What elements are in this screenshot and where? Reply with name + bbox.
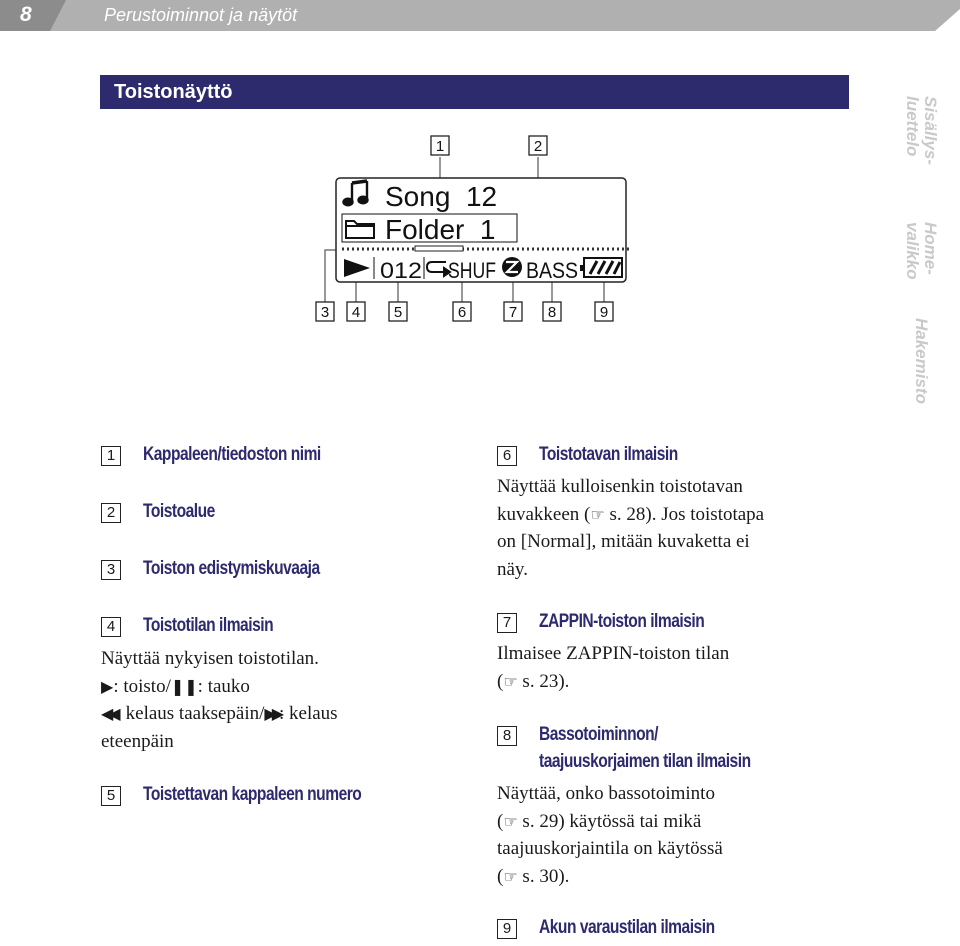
item-number-box: 5 bbox=[101, 786, 121, 806]
description-line: ▶: toisto/❚❚: tauko bbox=[101, 675, 250, 697]
description-line: (☞ s. 29) käytössä tai mikä bbox=[497, 810, 702, 832]
item-title: Kappaleen/tiedoston nimi bbox=[143, 444, 321, 465]
item-title: Toiston edistymiskuvaaja bbox=[143, 558, 320, 579]
item-number-box: 4 bbox=[101, 617, 121, 637]
description-line: Näyttää kulloisenkin toistotavan bbox=[497, 476, 743, 497]
item-description bbox=[497, 780, 723, 890]
callout-label: 1 bbox=[435, 138, 445, 155]
item-description bbox=[497, 473, 764, 583]
callout-label: 2 bbox=[533, 138, 543, 155]
description-line: (☞ s. 23). bbox=[497, 670, 570, 692]
nav-home-menu-link[interactable]: Home- valikko bbox=[903, 222, 940, 280]
callout-label: 5 bbox=[393, 304, 403, 321]
item-description bbox=[497, 640, 729, 695]
item-description bbox=[101, 645, 338, 755]
item-title: Toistotilan ilmaisin bbox=[143, 615, 274, 636]
item-number-box: 2 bbox=[101, 503, 121, 523]
callout-label: 8 bbox=[547, 304, 557, 321]
rewind-icon: ◀◀ bbox=[101, 704, 116, 723]
item-title: Toistettavan kappaleen numero bbox=[143, 784, 362, 805]
item-number-box: 6 bbox=[497, 446, 517, 466]
item-title: Toistoalue bbox=[143, 501, 215, 522]
item-number-box: 7 bbox=[497, 613, 517, 633]
item-title: Toistotavan ilmaisin bbox=[539, 444, 678, 465]
description-line: eteenpäin bbox=[101, 730, 174, 752]
item-number-box: 3 bbox=[101, 560, 121, 580]
description-line: taajuuskorjaintila on käytössä bbox=[497, 838, 723, 859]
pause-icon: ❚❚ bbox=[170, 676, 198, 696]
callout-label: 4 bbox=[351, 304, 361, 321]
pointing-hand-icon: ☞ bbox=[503, 811, 518, 831]
description-line: Näyttää, onko bassotoiminto bbox=[497, 783, 715, 804]
play-icon: ▶ bbox=[101, 676, 114, 696]
callout-label: 9 bbox=[599, 304, 609, 321]
track-number-text: 012 bbox=[380, 258, 422, 283]
description-line: kuvakkeen (☞ s. 28). Jos toistotapa bbox=[497, 503, 765, 525]
pointing-hand-icon: ☞ bbox=[590, 504, 605, 524]
item-title-line2: taajuuskorjaimen tilan ilmaisin bbox=[539, 751, 751, 772]
item-number-box: 1 bbox=[101, 446, 121, 466]
zappin-icon bbox=[502, 257, 522, 277]
shuffle-text: SHUF bbox=[448, 258, 496, 283]
item-title: Akun varaustilan ilmaisin bbox=[539, 917, 715, 938]
callout-label: 3 bbox=[320, 304, 330, 321]
song-name-text: Song 12 bbox=[385, 181, 498, 212]
description-line: ◀◀: kelaus taaksepäin/▶▶: kelaus bbox=[101, 703, 338, 724]
item-number-box: 9 bbox=[497, 919, 517, 939]
battery-icon bbox=[580, 258, 622, 277]
folder-name-text: Folder 1 bbox=[385, 214, 496, 245]
callout-label: 6 bbox=[457, 304, 467, 321]
item-title: Bassotoiminnon/ bbox=[539, 724, 659, 745]
section-title: Toistonäyttö bbox=[114, 81, 233, 103]
nav-index-link[interactable]: Hakemisto bbox=[912, 318, 931, 404]
pointing-hand-icon: ☞ bbox=[503, 866, 518, 886]
description-line: näy. bbox=[497, 558, 528, 580]
description-line: on [Normal], mitään kuvaketta ei bbox=[497, 531, 750, 552]
nav-contents-link[interactable]: Sisällys- luettelo bbox=[903, 96, 940, 165]
header-title: Perustoiminnot ja näytöt bbox=[104, 5, 298, 25]
item-title: ZAPPIN-toiston ilmaisin bbox=[539, 611, 705, 632]
fast-forward-icon: ▶▶ bbox=[264, 704, 279, 723]
pointing-hand-icon: ☞ bbox=[503, 671, 518, 691]
playback-display-diagram bbox=[0, 0, 960, 340]
description-line: Ilmaisee ZAPPIN-toiston tilan bbox=[497, 643, 730, 664]
page-number: 8 bbox=[20, 3, 32, 26]
description-line: Näyttää nykyisen toistotilan. bbox=[101, 648, 319, 669]
callout-label: 7 bbox=[508, 304, 518, 321]
item-number-box: 8 bbox=[497, 726, 517, 746]
description-line: (☞ s. 30). bbox=[497, 865, 570, 887]
bass-text: BASS bbox=[526, 258, 578, 283]
